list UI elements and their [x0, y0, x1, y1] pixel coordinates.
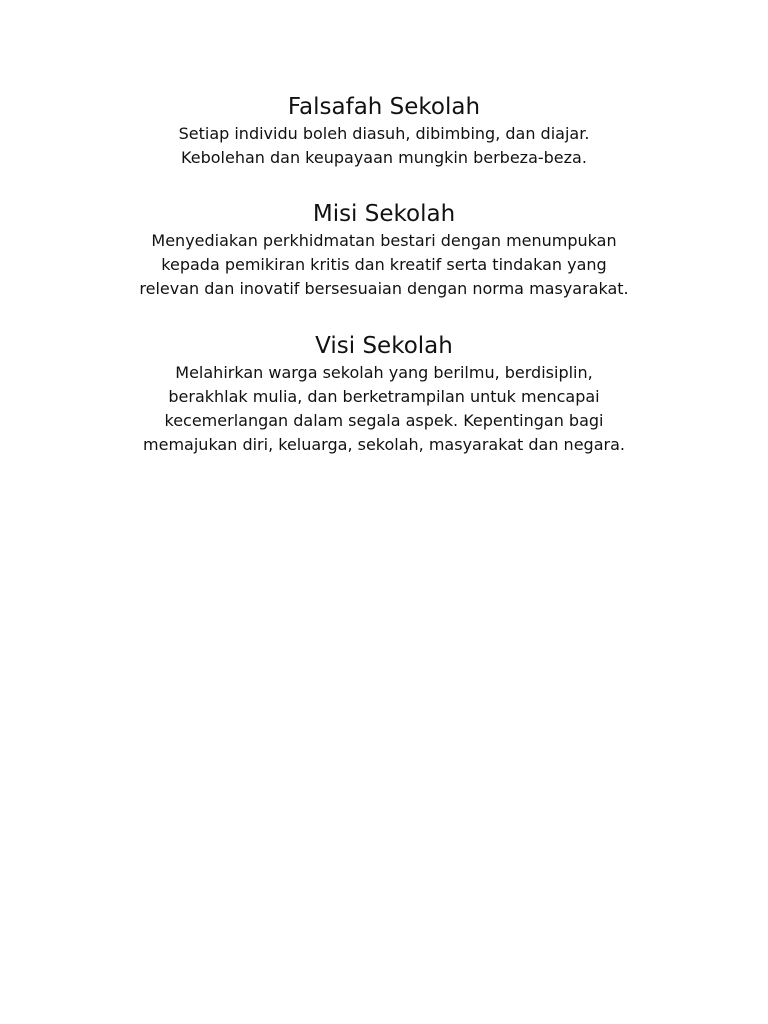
falsafah-line: Setiap individu boleh diasuh, dibimbing, dan diajar. [178, 124, 590, 143]
visi-section [0, 331, 768, 457]
visi-line: Melahirkan warga sekolah yang berilmu, berdisiplin, [175, 363, 593, 382]
falsafah-title: Falsafah Sekolah [287, 94, 481, 120]
visi-title: Visi Sekolah [315, 333, 453, 359]
falsafah-section [0, 92, 768, 170]
visi-body [0, 361, 768, 457]
misi-line: kepada pemikiran kritis dan kreatif serta tindakan yang [161, 255, 607, 274]
misi-line: relevan dan inovatif bersesuaian dengan norma masyarakat. [139, 279, 629, 298]
misi-body [0, 229, 768, 301]
misi-section [0, 199, 768, 301]
visi-line: berakhlak mulia, dan berketrampilan untuk mencapai [168, 387, 600, 406]
falsafah-body [0, 122, 768, 170]
misi-title: Misi Sekolah [312, 201, 456, 227]
falsafah-line: Kebolehan dan keupayaan mungkin berbeza-beza. [181, 148, 587, 167]
visi-line: memajukan diri, keluarga, sekolah, masyarakat dan negara. [143, 435, 625, 454]
misi-line: Menyediakan perkhidmatan bestari dengan menumpukan [151, 231, 617, 250]
visi-line: kecemerlangan dalam segala aspek. Kepentingan bagi [164, 411, 604, 430]
